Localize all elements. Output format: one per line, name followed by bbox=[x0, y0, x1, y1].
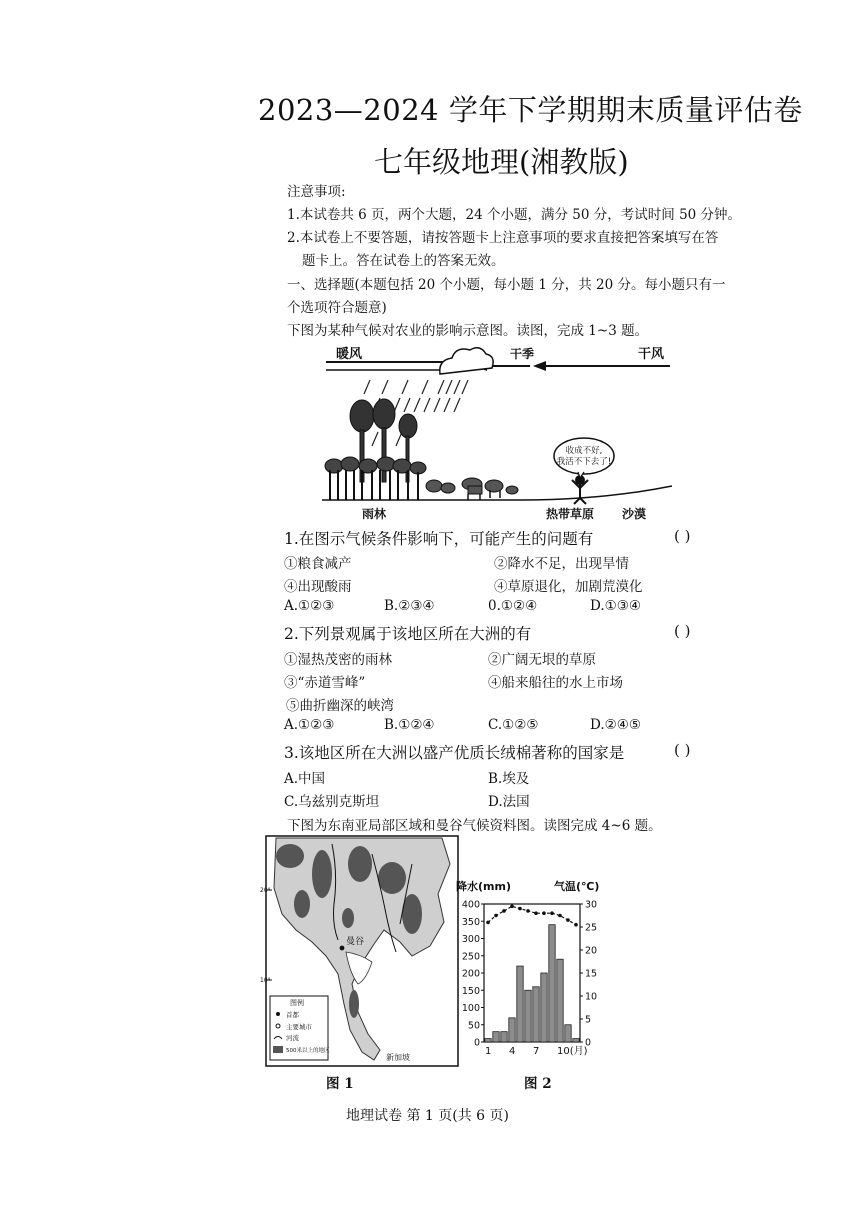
chart-left-tick-label: 250 bbox=[461, 951, 480, 963]
section-heading-line-2: 个选项符合题意) bbox=[287, 300, 387, 316]
chart-x-tick-label: 10(月) bbox=[557, 1046, 588, 1057]
temperature-point bbox=[510, 905, 514, 909]
chart-right-tick-label: 15 bbox=[585, 968, 598, 980]
label-desert: 沙漠 bbox=[622, 507, 647, 521]
question-1-item-4: ④草原退化，加剧荒漠化 bbox=[494, 579, 643, 595]
question-1-item-1: ①粮食减产 bbox=[284, 556, 352, 572]
precipitation-bar bbox=[517, 966, 523, 1042]
label-dry-season: 干季 bbox=[510, 347, 535, 361]
map-caption: 图 1 bbox=[326, 1076, 354, 1092]
temperature-point bbox=[566, 918, 570, 922]
chart-x-tick-label: 4 bbox=[509, 1046, 516, 1057]
temperature-point bbox=[526, 909, 530, 913]
question-2-choice-a: A.①②③ bbox=[284, 717, 335, 733]
temperature-point bbox=[494, 914, 498, 918]
chart-right-tick-label: 30 bbox=[585, 899, 598, 911]
exam-subtitle: 七年级地理(湘教版) bbox=[374, 145, 629, 179]
legend-title: 图例 bbox=[290, 999, 304, 1007]
notes-heading: 注意事项: bbox=[287, 184, 346, 200]
question-2-item-4: ④船来船往的水上市场 bbox=[488, 675, 623, 691]
question-3-choice-b: B.埃及 bbox=[488, 771, 530, 787]
question-1-item-2: ②降水不足，出现旱情 bbox=[494, 556, 629, 572]
precipitation-bar bbox=[509, 1018, 515, 1042]
label-savanna: 热带草原 bbox=[546, 507, 595, 521]
question-2-item-1: ①湿热茂密的雨林 bbox=[284, 652, 392, 668]
precipitation-bar bbox=[493, 1032, 499, 1042]
precipitation-bar bbox=[525, 990, 531, 1042]
chart-x-tick-label: 7 bbox=[533, 1046, 540, 1057]
southeast-asia-map bbox=[262, 834, 462, 1070]
precipitation-bar bbox=[501, 1032, 507, 1042]
map-bottom-label: 新加坡 bbox=[386, 1053, 410, 1062]
chart-left-tick-label: 350 bbox=[461, 916, 480, 928]
question-1-choice-d: D.①③④ bbox=[590, 598, 641, 614]
chart-left-tick-label: 400 bbox=[461, 899, 480, 911]
legend-city: 主要城市 bbox=[286, 1023, 312, 1031]
chart-left-axis-label: 降水(mm) bbox=[456, 880, 511, 893]
chart-left-tick-label: 0 bbox=[473, 1037, 480, 1049]
chart-caption: 图 2 bbox=[524, 1076, 552, 1092]
legend-capital-symbol bbox=[276, 1012, 280, 1016]
lat-label-10: 10° bbox=[260, 977, 271, 984]
question-1-stem: 1.在图示气候条件影响下，可能产生的问题有 bbox=[284, 530, 594, 548]
question-2-choice-b: B.①②④ bbox=[384, 717, 435, 733]
chart-right-tick-label: 25 bbox=[585, 922, 598, 934]
temperature-point bbox=[542, 911, 546, 915]
question-2-choice-c: C.①②⑤ bbox=[488, 717, 539, 733]
chart-plot-frame bbox=[484, 904, 580, 1042]
question-1-answer-blank: ( ) bbox=[674, 527, 691, 545]
chart-right-tick-label: 5 bbox=[585, 1014, 592, 1026]
question-2-item-2: ②广阔无垠的草原 bbox=[488, 652, 596, 668]
label-warm-wind: 暖风 bbox=[336, 347, 363, 362]
notes-item-2-line-2: 题卡上。答在试卷上的答案无效。 bbox=[302, 253, 505, 269]
temperature-point bbox=[502, 909, 506, 913]
figure-intro-2: 下图为东南亚局部区域和曼谷气候资料图。读图完成 4~6 题。 bbox=[287, 818, 662, 834]
chart-right-axis-label: 气温(℃) bbox=[554, 880, 600, 893]
temperature-point bbox=[534, 911, 538, 915]
exam-title: 2023—2024 学年下学期期末质量评估卷 bbox=[258, 93, 803, 127]
chart-left-tick-label: 300 bbox=[461, 934, 480, 945]
question-3-choice-c: C.乌兹别克斯坦 bbox=[284, 794, 380, 810]
chart-right-tick-label: 20 bbox=[585, 945, 598, 957]
temperature-point bbox=[518, 907, 522, 911]
speech-line-2: 我活不下去了! bbox=[556, 457, 612, 467]
chart-left-tick-label: 100 bbox=[461, 1003, 480, 1014]
question-1-choice-b: B.②③④ bbox=[384, 598, 435, 614]
question-3-choice-a: A.中国 bbox=[284, 771, 326, 787]
temperature-point bbox=[550, 911, 554, 915]
legend-river: 河流 bbox=[286, 1034, 299, 1042]
legend-highland: 500米以上的地区 bbox=[286, 1048, 330, 1054]
legend-highland-symbol bbox=[273, 1046, 283, 1053]
precipitation-bar bbox=[485, 1039, 491, 1042]
precipitation-bar bbox=[557, 959, 563, 1042]
question-2-item-5: ⑤曲折幽深的峡湾 bbox=[286, 698, 394, 714]
figure-intro-1: 下图为某种气候对农业的影响示意图。读图，完成 1~3 题。 bbox=[287, 323, 649, 339]
precipitation-bar bbox=[541, 973, 547, 1042]
chart-left-tick-label: 150 bbox=[461, 985, 480, 997]
temperature-point bbox=[486, 921, 490, 925]
chart-left-tick-label: 200 bbox=[461, 968, 480, 980]
speech-line-1: 收成不好, bbox=[565, 446, 603, 456]
label-dry-wind: 干风 bbox=[638, 347, 665, 362]
question-1-choice-a: A.①②③ bbox=[284, 598, 335, 614]
climate-agriculture-figure bbox=[322, 340, 674, 522]
precipitation-bar bbox=[573, 1039, 579, 1042]
temperature-point bbox=[574, 923, 578, 927]
lat-label-20: 20° bbox=[260, 887, 271, 894]
page-footer: 地理试卷 第 1 页(共 6 页) bbox=[346, 1108, 509, 1124]
bangkok-climate-chart bbox=[454, 876, 614, 1062]
chart-right-tick-label: 10 bbox=[585, 991, 598, 1003]
bangkok-capital-marker bbox=[340, 946, 345, 951]
temperature-point bbox=[558, 914, 562, 918]
section-heading-line-1: 一、选择题(本题包括 20 个小题，每小题 1 分，共 20 分。每小题只有一 bbox=[287, 277, 726, 293]
label-rainforest: 雨林 bbox=[362, 507, 387, 521]
question-3-stem: 3.该地区所在大洲以盛产优质长绒棉著称的国家是 bbox=[284, 744, 625, 762]
map-city-bangkok: 曼谷 bbox=[346, 937, 365, 947]
question-1-item-3: ④出现酸雨 bbox=[284, 579, 352, 595]
question-1-choice-c: 0.①②④ bbox=[488, 598, 538, 614]
precipitation-bar bbox=[549, 925, 555, 1042]
question-3-choice-d: D.法国 bbox=[488, 794, 530, 810]
chart-right-tick-label: 0 bbox=[585, 1037, 592, 1049]
question-2-item-3: ③“赤道雪峰” bbox=[284, 675, 366, 691]
question-3-answer-blank: ( ) bbox=[674, 741, 691, 759]
notes-item-2-line-1: 2.本试卷上不要答题，请按答题卡上注意事项的要求直接把答案填写在答 bbox=[287, 230, 719, 246]
chart-left-tick-label: 50 bbox=[467, 1020, 480, 1032]
chart-x-tick-label: 1 bbox=[485, 1046, 492, 1057]
temperature-line bbox=[488, 906, 576, 924]
question-2-answer-blank: ( ) bbox=[674, 622, 691, 640]
precipitation-bar bbox=[533, 987, 539, 1042]
legend-capital: 首都 bbox=[286, 1011, 299, 1019]
notes-item-1: 1.本试卷共 6 页，两个大题，24 个小题，满分 50 分，考试时间 50 分钟。 bbox=[287, 207, 742, 223]
question-2-stem: 2.下列景观属于该地区所在大洲的有 bbox=[284, 625, 532, 643]
question-2-choice-d: D.②④⑤ bbox=[590, 717, 641, 733]
precipitation-bar bbox=[565, 1025, 571, 1042]
